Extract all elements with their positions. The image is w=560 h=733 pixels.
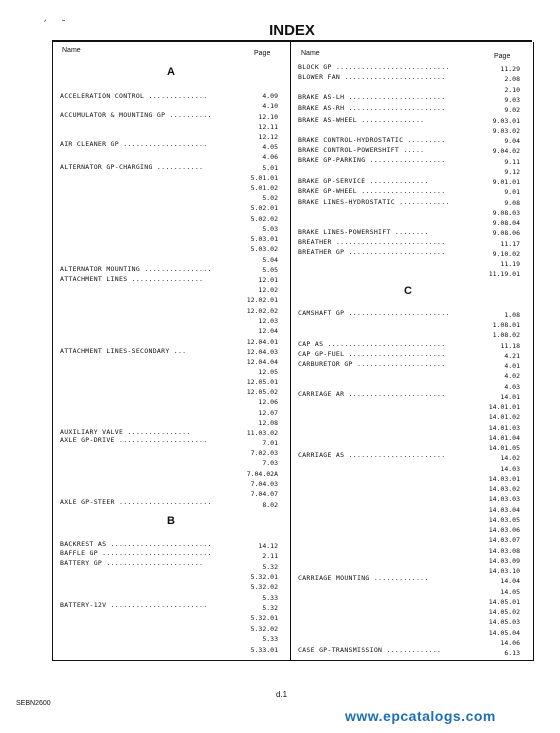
page-reference: 12.11 [258, 123, 278, 131]
page-reference: 8.02 [262, 501, 278, 509]
left-page-header: Page [254, 50, 271, 57]
index-entry: BRAKE GP-WHEEL .................... [298, 187, 446, 195]
page-reference: 11.03.02 [246, 429, 278, 437]
page-reference: 14.02 [500, 454, 520, 462]
document-code: SEBN2600 [16, 700, 51, 707]
page-reference: 11.19.01 [488, 270, 520, 278]
page-reference: 1.08.02 [492, 331, 520, 339]
page-reference: 5.04 [262, 256, 278, 264]
header-ticks: ´ ˜ [42, 20, 71, 30]
page-reference: 12.08 [258, 419, 278, 427]
page-reference: 12.12 [258, 133, 278, 141]
page-reference: 9.08.03 [492, 209, 520, 217]
page-reference: 12.10 [258, 113, 278, 121]
page-reference: 4.21 [504, 352, 520, 360]
page-reference: 5.02.02 [250, 215, 278, 223]
page-reference: 14.01 [500, 393, 520, 401]
index-entry: CARBURETOR GP ..................... [298, 360, 446, 368]
page-reference: 14.01.03 [488, 424, 520, 432]
page-reference: 14.03.03 [488, 495, 520, 503]
page-reference: 2.10 [504, 86, 520, 94]
page-reference: 9.01 [504, 188, 520, 196]
page-reference: 9.02 [504, 106, 520, 114]
index-entry: BRAKE LINES-POWERSHIFT ........ [298, 228, 429, 236]
page-reference: 14.03.07 [488, 536, 520, 544]
page-reference: 5.32.01 [250, 573, 278, 581]
index-entry: ACCUMULATOR & MOUNTING GP .......... [60, 111, 212, 119]
page-reference: 14.04 [500, 577, 520, 585]
index-entry: BRAKE AS-RH ....................... [298, 104, 446, 112]
page-reference: 5.32 [262, 563, 278, 571]
page-reference: 5.32.02 [250, 583, 278, 591]
page-reference: 14.05.01 [488, 598, 520, 606]
section-letter: A [167, 66, 175, 78]
index-entry: CARRIAGE MOUNTING ............. [298, 574, 429, 582]
index-entry: BRAKE AS-LH ....................... [298, 93, 446, 101]
page-reference: 12.07 [258, 409, 278, 417]
page-reference: 14.05.04 [488, 629, 520, 637]
page-reference: 12.04 [258, 327, 278, 335]
page-reference: 5.01.02 [250, 184, 278, 192]
page-reference: 14.01.04 [488, 434, 520, 442]
page-reference: 11.29 [500, 65, 520, 73]
page-reference: 14.01.01 [488, 403, 520, 411]
page-reference: 9.03.01 [492, 117, 520, 125]
page-reference: 2.08 [504, 75, 520, 83]
page-reference: 9.04 [504, 137, 520, 145]
page-reference: 5.03.02 [250, 245, 278, 253]
page-reference: 14.03.02 [488, 485, 520, 493]
page-reference: 9.10.02 [492, 250, 520, 258]
page-reference: 1.08.01 [492, 321, 520, 329]
index-entry: CARRIAGE AR ....................... [298, 390, 446, 398]
page-reference: 12.02.02 [246, 307, 278, 315]
page-reference: 5.02 [262, 194, 278, 202]
page-reference: 14.03.10 [488, 567, 520, 575]
page-reference: 4.03 [504, 383, 520, 391]
page-reference: 12.05.02 [246, 388, 278, 396]
index-entry: BRAKE CONTROL-HYDROSTATIC ......... [298, 136, 446, 144]
page-reference: 14.05 [500, 588, 520, 596]
index-entry: ALTERNATOR MOUNTING ................ [60, 265, 212, 273]
page-reference: 14.03.01 [488, 475, 520, 483]
index-entry: ACCELERATION CONTROL .............. [60, 92, 208, 100]
page-reference: 14.03.05 [488, 516, 520, 524]
page-reference: 7.04.07 [250, 490, 278, 498]
section-letter: B [167, 515, 175, 527]
page-reference: 9.12 [504, 168, 520, 176]
page-reference: 14.03.09 [488, 557, 520, 565]
index-entry: BATTERY GP ....................... [60, 559, 204, 567]
page-reference: 4.06 [262, 153, 278, 161]
page-reference: 5.03.01 [250, 235, 278, 243]
page-reference: 12.02 [258, 286, 278, 294]
page-reference: 12.02.01 [246, 296, 278, 304]
index-entry: BAFFLE GP .......................... [60, 549, 212, 557]
index-entry: ATTACHMENT LINES-SECONDARY ... [60, 347, 187, 355]
page-reference: 14.01.02 [488, 413, 520, 421]
page-reference: 14.06 [500, 639, 520, 647]
index-entry: BREATHER GP ....................... [298, 248, 446, 256]
page-reference: 4.02 [504, 372, 520, 380]
index-entry: BATTERY-12V ....................... [60, 601, 208, 609]
page-reference: 14.03.08 [488, 547, 520, 555]
page-reference: 9.04.02 [492, 147, 520, 155]
page-reference: 6.13 [504, 649, 520, 657]
page-reference: 4.01 [504, 362, 520, 370]
index-entry: BRAKE GP-PARKING .................. [298, 156, 446, 164]
page-reference: 5.33 [262, 635, 278, 643]
index-entry: CAP AS ............................ [298, 340, 446, 348]
index-entry: AIR CLEANER GP .................... [60, 140, 208, 148]
page-reference: 14.03.04 [488, 506, 520, 514]
page-reference: 12.05.01 [246, 378, 278, 386]
page-reference: 2.11 [262, 552, 278, 560]
page-reference: 5.03 [262, 225, 278, 233]
page-reference: 9.03 [504, 96, 520, 104]
page-reference: 12.04.01 [246, 338, 278, 346]
index-entry: BLOCK GP ........................... [298, 63, 450, 71]
page-reference: 5.33.01 [250, 646, 278, 654]
page-reference: 12.01 [258, 276, 278, 284]
page-reference: 14.05.02 [488, 608, 520, 616]
page-reference: 9.11 [504, 158, 520, 166]
index-entry: CASE GP-TRANSMISSION ............. [298, 646, 442, 654]
index-entry: CARRIAGE AS ....................... [298, 451, 446, 459]
page-reference: 4.10 [262, 102, 278, 110]
column-divider [290, 42, 291, 660]
page-reference: 14.12 [258, 542, 278, 550]
page-reference: 5.32 [262, 604, 278, 612]
left-name-header: Name [62, 47, 81, 54]
right-page-header: Page [494, 53, 511, 60]
page-reference: 12.05 [258, 368, 278, 376]
page-reference: 5.32.01 [250, 614, 278, 622]
page-reference: 12.06 [258, 398, 278, 406]
page-reference: 5.01.01 [250, 174, 278, 182]
index-entry: AXLE GP-DRIVE ..................... [60, 436, 208, 444]
page-reference: 5.33 [262, 594, 278, 602]
index-entry: CAMSHAFT GP ........................ [298, 309, 450, 317]
page-reference: 11.19 [500, 260, 520, 268]
page-reference: 7.04.03 [250, 480, 278, 488]
page-reference: 4.09 [262, 92, 278, 100]
page-reference: 7.03 [262, 459, 278, 467]
index-entry: ALTERNATOR GP-CHARGING ........... [60, 163, 204, 171]
page-number: d.1 [276, 690, 288, 699]
page-reference: 9.03.02 [492, 127, 520, 135]
page-title: INDEX [52, 22, 532, 42]
page-reference: 5.32.02 [250, 625, 278, 633]
page-reference: 5.02.01 [250, 204, 278, 212]
index-entry: CAP GP-FUEL ....................... [298, 350, 446, 358]
page-reference: 12.04.04 [246, 358, 278, 366]
index-entry: BLOWER FAN ........................ [298, 73, 446, 81]
section-letter: C [404, 285, 412, 297]
index-entry: AUXILIARY VALVE ............... [60, 428, 191, 436]
page-reference: 9.08 [504, 199, 520, 207]
page-reference: 5.05 [262, 266, 278, 274]
index-entry: AXLE GP-STEER ...................... [60, 498, 212, 506]
index-entry: BRAKE LINES-HYDROSTATIC ............ [298, 198, 450, 206]
page-reference: 5.01 [262, 164, 278, 172]
watermark-link[interactable]: www.epcatalogs.com [345, 708, 496, 724]
page-reference: 14.05.03 [488, 618, 520, 626]
index-entry: BREATHER .......................... [298, 238, 446, 246]
page-reference: 7.02.03 [250, 449, 278, 457]
page-reference: 7.04.02A [246, 470, 278, 478]
page-reference: 14.03 [500, 465, 520, 473]
page-reference: 9.08.04 [492, 219, 520, 227]
page-reference: 11.18 [500, 342, 520, 350]
index-entry: ATTACHMENT LINES ................. [60, 275, 204, 283]
page-reference: 4.05 [262, 143, 278, 151]
page-reference: 14.01.05 [488, 444, 520, 452]
right-name-header: Name [301, 50, 320, 57]
page-reference: 12.03 [258, 317, 278, 325]
index-entry: BRAKE GP-SERVICE .............. [298, 177, 429, 185]
index-entry: BRAKE CONTROL-POWERSHIFT ..... [298, 146, 425, 154]
page-reference: 1.08 [504, 311, 520, 319]
index-entry: BRAKE AS-WHEEL ............... [298, 116, 425, 124]
page-reference: 9.08.06 [492, 229, 520, 237]
page-reference: 14.03.06 [488, 526, 520, 534]
page-reference: 7.01 [262, 439, 278, 447]
index-entry: BACKREST AS ........................ [60, 540, 212, 548]
page-reference: 12.04.03 [246, 348, 278, 356]
page-reference: 9.01.01 [492, 178, 520, 186]
page-reference: 11.17 [500, 240, 520, 248]
